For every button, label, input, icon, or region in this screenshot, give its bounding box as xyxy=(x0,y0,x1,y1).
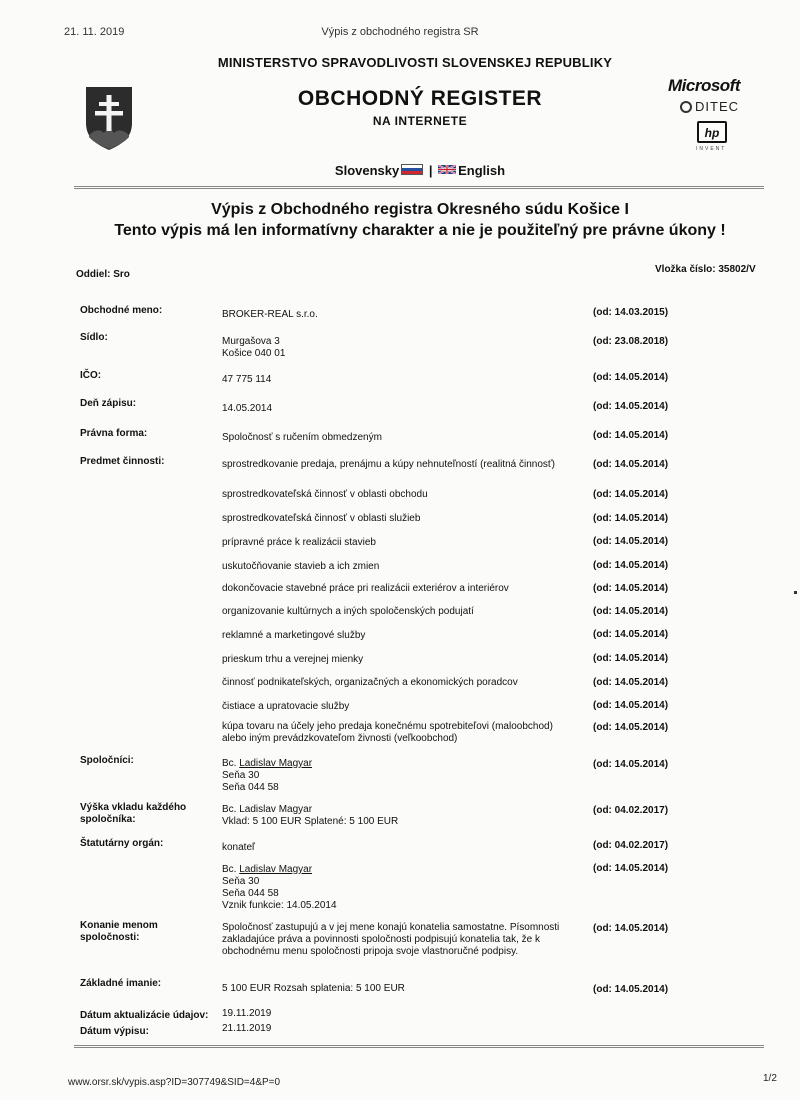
print-page-title: Výpis z obchodného registra SR xyxy=(321,26,479,38)
contribution-holder: Bc. Ladislav Magyar xyxy=(222,804,313,815)
ico-value: 47 775 114 xyxy=(222,374,272,385)
activity-date: (od: 14.05.2014) xyxy=(593,560,669,571)
business-name-date: (od: 14.03.2015) xyxy=(593,307,669,318)
registration-day-value: 14.05.2014 xyxy=(222,403,273,414)
activity-item: sprostredkovateľská činnosť v oblasti obchodu xyxy=(222,489,428,500)
legal-form-label: Právna forma: xyxy=(80,428,148,439)
statutory-role-date: (od: 04.02.2017) xyxy=(593,840,669,851)
statutory-member-start: Vznik funkcie: 14.05.2014 xyxy=(222,900,337,911)
statutory-member-city: Seňa 044 58 xyxy=(222,888,279,899)
slovak-coat-of-arms-icon xyxy=(84,85,134,151)
business-activities-label: Predmet činnosti: xyxy=(80,456,165,467)
activity-item: sprostredkovanie predaja, prenájmu a kúpy nehnuteľností (realitná činnosť) xyxy=(222,459,555,470)
ico-date: (od: 14.05.2014) xyxy=(593,372,669,383)
update-date-label: Dátum aktualizácie údajov: xyxy=(80,1010,209,1021)
seat-city: Košice 040 01 xyxy=(222,348,286,359)
activity-date: (od: 14.05.2014) xyxy=(593,606,669,617)
ditec-logo-text: DITEC xyxy=(695,99,739,114)
uk-flag-icon[interactable] xyxy=(438,164,456,175)
share-capital-date: (od: 14.05.2014) xyxy=(593,984,669,995)
microsoft-logo: Microsoft xyxy=(668,76,740,95)
hp-logo-tagline: INVENT xyxy=(696,146,727,152)
statutory-member-date: (od: 14.05.2014) xyxy=(593,863,669,874)
activity-item: dokončovacie stavebné práce pri realizácii exteriérov a interiérov xyxy=(222,583,509,594)
legal-form-date: (od: 14.05.2014) xyxy=(593,430,669,441)
shareholder-city: Seňa 044 58 xyxy=(222,782,279,793)
activity-item: uskutočňovanie stavieb a ich zmien xyxy=(222,561,380,572)
activity-item: kúpa tovaru na účely jeho predaja konečnému spotrebiteľovi (maloobchod) alebo iným prevádzkovateľom živnosti (veľkoobchod) xyxy=(222,721,553,744)
activity-item: činnosť podnikateľských, organizačných a ekonomických poradcov xyxy=(222,677,518,688)
page-url: www.orsr.sk/vypis.asp?ID=307749&SID=4&P=0 xyxy=(68,1077,281,1088)
acting-value: Spoločnosť zastupujú a v jej mene konajú konatelia samostatne. Písomnosti zakladajúce práva a povinnosti spoločnosti podpisujú konatelia tak, že k obchodnému menu spoločnosti pripoja svoje vlastnoručné podpisy. xyxy=(222,922,560,957)
statutory-role: konateľ xyxy=(222,842,255,853)
language-slovak-link[interactable]: Slovensky xyxy=(334,163,400,178)
activity-date: (od: 14.05.2014) xyxy=(593,513,669,524)
business-name-value: BROKER-REAL s.r.o. xyxy=(222,309,318,320)
registration-day-date: (od: 14.05.2014) xyxy=(593,401,669,412)
activity-item: organizovanie kultúrnych a iných spoločenských podujatí xyxy=(222,606,474,617)
document-title: Výpis z Obchodného registra Okresného súdu Košice I xyxy=(211,201,629,218)
activity-date: (od: 14.05.2014) xyxy=(593,583,669,594)
language-english-link[interactable]: English xyxy=(458,163,506,178)
document-disclaimer: Tento výpis má len informatívny charakter a nie je použiteľný pre právne úkony ! xyxy=(114,222,726,239)
slovak-flag-icon[interactable] xyxy=(401,164,423,175)
update-date-value: 19.11.2019 xyxy=(222,1008,272,1019)
share-capital-value: 5 100 EUR Rozsah splatenia: 5 100 EUR xyxy=(222,983,405,994)
activity-item: čistiace a upratovacie služby xyxy=(222,701,350,712)
page-number: 1/2 xyxy=(763,1073,777,1084)
acting-label: Konanie menom spoločnosti: xyxy=(80,920,158,943)
shareholders-date: (od: 14.05.2014) xyxy=(593,759,669,770)
registration-day-label: Deň zápisu: xyxy=(80,398,137,409)
insert-number: Vložka číslo: 35802/V xyxy=(655,264,756,275)
register-title: OBCHODNÝ REGISTER xyxy=(297,87,543,110)
shareholder-name: Bc. Ladislav Magyar xyxy=(222,758,313,769)
activity-date: (od: 14.05.2014) xyxy=(593,489,669,500)
activity-date: (od: 14.05.2014) xyxy=(593,536,669,547)
activity-date: (od: 14.05.2014) xyxy=(593,722,669,733)
ditec-dot-icon xyxy=(680,101,692,113)
shareholder-name-link[interactable]: Ladislav Magyar xyxy=(239,758,313,769)
shareholders-label: Spoločníci: xyxy=(80,755,134,766)
statutory-member-name: Bc. Ladislav Magyar xyxy=(222,864,313,875)
header-divider xyxy=(74,186,764,189)
acting-date: (od: 14.05.2014) xyxy=(593,923,669,934)
activity-item: prípravné práce k realizácii stavieb xyxy=(222,537,376,548)
statutory-member-name-link[interactable]: Ladislav Magyar xyxy=(239,864,313,875)
shareholder-street: Seňa 30 xyxy=(222,770,260,781)
hp-logo: hp xyxy=(697,121,727,143)
extract-date-label: Dátum výpisu: xyxy=(80,1026,149,1037)
ministry-heading: MINISTERSTVO SPRAVODLIVOSTI SLOVENSKEJ REPUBLIKY xyxy=(217,55,613,70)
activity-item: reklamné a marketingové služby xyxy=(222,630,366,641)
seat-value xyxy=(222,336,582,360)
footer-divider xyxy=(74,1045,764,1048)
legal-form-value: Spoločnosť s ručením obmedzeným xyxy=(222,432,382,443)
activity-date: (od: 14.05.2014) xyxy=(593,629,669,640)
language-separator: | xyxy=(428,163,433,178)
extract-date-value: 21.11.2019 xyxy=(222,1023,272,1034)
share-capital-label: Základné imanie: xyxy=(80,978,162,989)
contribution-date: (od: 04.02.2017) xyxy=(593,805,669,816)
activity-date: (od: 14.05.2014) xyxy=(593,700,669,711)
ico-label: IČO: xyxy=(80,370,102,381)
seat-date: (od: 23.08.2018) xyxy=(593,336,669,347)
seat-label: Sídlo: xyxy=(80,332,108,343)
shareholder-entry xyxy=(222,758,582,794)
statutory-body-label: Štatutárny orgán: xyxy=(80,838,164,849)
business-name-label: Obchodné meno: xyxy=(80,305,163,316)
ditec-logo xyxy=(680,99,739,114)
statutory-member-street: Seňa 30 xyxy=(222,876,260,887)
scan-speck xyxy=(794,591,797,594)
activity-date: (od: 14.05.2014) xyxy=(593,653,669,664)
activity-item: prieskum trhu a verejnej mienky xyxy=(222,654,364,665)
register-subtitle: NA INTERNETE xyxy=(372,114,468,128)
statutory-member xyxy=(222,864,582,912)
activity-date: (od: 14.05.2014) xyxy=(593,459,669,470)
activity-date: (od: 14.05.2014) xyxy=(593,677,669,688)
contribution-value xyxy=(222,804,582,828)
activity-item: sprostredkovateľská činnosť v oblasti služieb xyxy=(222,513,421,524)
section-label: Oddiel: Sro xyxy=(76,269,130,280)
contribution-amount: Vklad: 5 100 EUR Splatené: 5 100 EUR xyxy=(222,816,399,827)
print-date: 21. 11. 2019 xyxy=(64,26,125,38)
seat-street: Murgašova 3 xyxy=(222,336,280,347)
language-switcher xyxy=(0,163,800,178)
contribution-label: Výška vkladu každého spoločníka: xyxy=(80,802,187,825)
